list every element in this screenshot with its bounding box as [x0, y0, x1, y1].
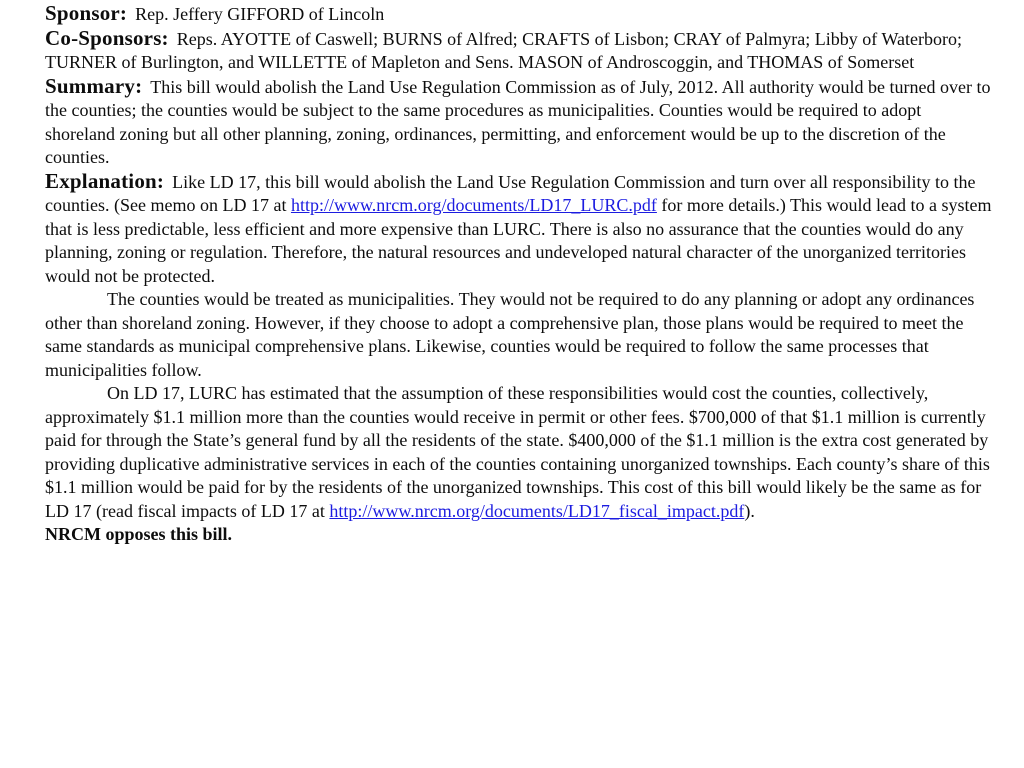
text-run: Rep. Jeffery GIFFORD of Lincoln [135, 4, 385, 24]
section-label: Summary: [45, 73, 143, 98]
section-label: Explanation: [45, 168, 165, 193]
hyperlink[interactable]: http://www.nrcm.org/documents/LD17_LURC.pdf [290, 195, 657, 215]
summary-paragraph [45, 75, 994, 170]
counties-paragraph [45, 288, 994, 382]
fiscal-paragraph [45, 382, 994, 523]
text-run: for more details.) This would lead to a system that is less predictable, less efficient and more expensive than LURC. There is also no assurance that the counties would do any planning, zoning or regulation. Therefore, the natural resources and undeveloped natural character of the unorganized territories would not be protected. [45, 195, 992, 286]
closing-statement [45, 523, 994, 547]
text-run: On LD 17, LURC has estimated that the assumption of these responsibilities would cost the counties, collectively, approximately $1.1 million more than the counties would receive in permit or other fees. $700,000 of that $1.1 million is currently paid for through the State’s general fund by all the residents of the state. $400,000 of the $1.1 million is the extra cost generated by providing duplicative administrative services in each of the counties containing unorganized townships. Each county’s share of this $1.1 million would be paid for by the residents of the unorganized townships. This cost of this bill would likely be the same as for LD 17 (read fiscal impacts of LD 17 at [45, 383, 990, 521]
section-label: Sponsor: [45, 1, 128, 25]
text-run: NRCM opposes this bill. [45, 524, 233, 544]
cosponsors-line [45, 27, 994, 75]
text-run: Like LD 17, this bill would abolish the Land Use Regulation Commission and turn over all responsibility to the counties. (See memo on LD 17 at [45, 171, 976, 215]
text-run: The counties would be treated as municipalities. They would not be required to do any planning or adopt any ordinances other than shoreland zoning. However, if they choose to adopt a comprehensive plan, those plans would be required to meet the same standards as municipal comprehensive plans. Likewise, counties would be required to follow the same processes that municipalities follow. [45, 289, 975, 380]
section-label: Co-Sponsors: [45, 25, 169, 50]
text-run: This bill would abolish the Land Use Regulation Commission as of July, 2012. All authority would be turned over to the counties; the counties would be subject to the same procedures as municipalities. Counties would be required to adopt shoreland zoning but all other planning, zoning, ordinances, permitting, and enforcement would be up to the discretion of the counties. [45, 76, 991, 167]
text-run: ). [744, 500, 755, 521]
sponsor-line [45, 2, 994, 27]
hyperlink[interactable]: http://www.nrcm.org/documents/LD17_fiscal_impact.pdf [329, 500, 745, 521]
explanation-paragraph [45, 170, 994, 289]
text-run: Reps. AYOTTE of Caswell; BURNS of Alfred; CRAFTS of Lisbon; CRAY of Palmyra; Libby of Waterboro; TURNER of Burlington, and WILLETTE of Mapleton and Sens. MASON of Androscoggin, and THOMAS of Somerset [45, 28, 962, 72]
